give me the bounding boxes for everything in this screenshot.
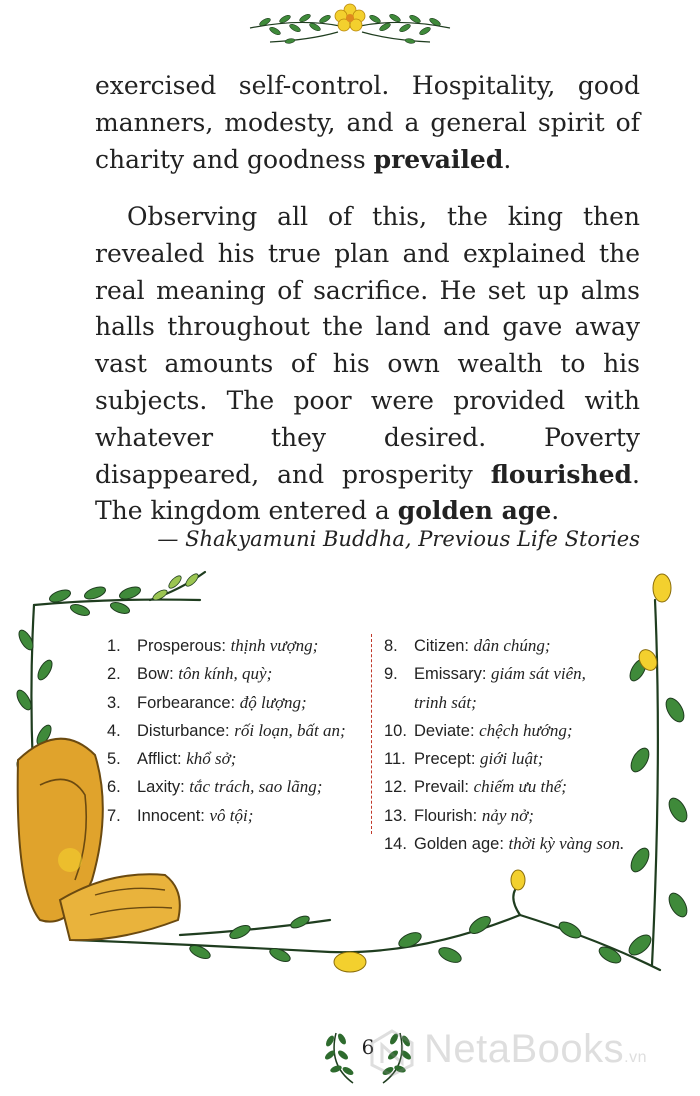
vocab-item: 11. Precept: giới luật; (384, 749, 544, 769)
vocabulary-list-right (384, 632, 644, 858)
text-run: exercised self-control. Hospitality, good manners, modesty, and a general spirit of charity and goodness (95, 71, 640, 174)
vocabulary-list-left (107, 632, 369, 830)
watermark-text: NetaBooks.vn (424, 1027, 648, 1071)
vocab-item: 3. Forbearance: độ lượng; (107, 692, 307, 712)
column-divider (371, 634, 372, 834)
vocab-item: 5. Afflict: khổ sở; (107, 749, 237, 769)
watermark (368, 1025, 688, 1081)
vocab-item: 1. Prosperous: thịnh vượng; (107, 636, 319, 655)
text-run: Observing all of this, the king then revealed his true plan and explained the real meaning of sacrifice. He set up alms halls throughout the land and gave away vast amounts of his own wealth to his subjects. The poor were provided with whatever they desired. Poverty disappeared, and prosperity (95, 202, 640, 489)
page-number: 6 (361, 1035, 375, 1059)
watermark-logo-icon (368, 1029, 416, 1077)
vocab-item: 13. Flourish: nảy nở; (384, 805, 534, 825)
top-vine-ornament-icon (240, 0, 460, 60)
vocab-item: 7. Innocent: vô tội; (107, 805, 254, 825)
body-paragraph-2 (95, 199, 640, 530)
vocab-item: 14. Golden age: thời kỳ vàng son. (384, 834, 625, 854)
vocab-item: 12. Prevail: chiếm ưu thế; (384, 777, 567, 797)
body-paragraph-1 (95, 68, 640, 178)
text-run: . (551, 496, 560, 526)
vocab-item: 6. Laxity: tắc trách, sao lãng; (107, 777, 323, 797)
bold-keyword: golden age (397, 496, 552, 526)
bold-keyword: flourished (490, 459, 633, 489)
vocab-item: 10. Deviate: chệch hướng; (384, 720, 573, 740)
vocab-item: 2. Bow: tôn kính, quỳ; (107, 664, 273, 684)
text-run: . The kingdom entered a (95, 459, 640, 526)
yellow-flower-icon (335, 4, 365, 31)
attribution-quote: — Shakyamuni Buddha, Previous Life Stories (157, 527, 640, 551)
bold-keyword: prevailed (373, 144, 504, 174)
vocab-item: 8. Citizen: dân chúng; (384, 636, 551, 655)
vocab-item-continuation: trinh sát; (414, 692, 477, 712)
vocab-item: 4. Disturbance: rối loạn, bất an; (107, 720, 346, 740)
vocab-item: 9. Emissary: giám sát viên, (384, 664, 586, 684)
text-run: . (503, 144, 512, 174)
